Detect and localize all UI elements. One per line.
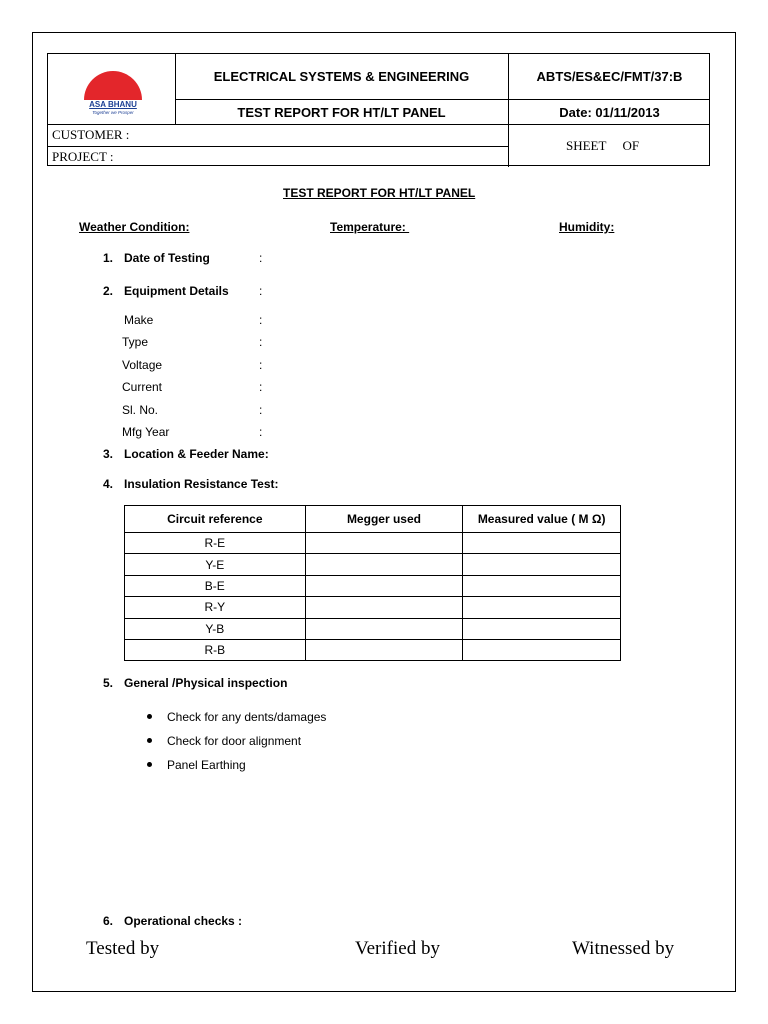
circuit-reference-cell: Y-B: [125, 618, 306, 639]
doc-code: ABTS/ES&EC/FMT/37:B: [536, 69, 683, 84]
equipment-field-type: Type: [122, 335, 149, 349]
company-logo: [78, 68, 148, 118]
header-divider: [48, 124, 710, 125]
section-number: 3.: [103, 447, 114, 461]
measured-value-cell[interactable]: [463, 533, 621, 554]
table-header-row: [125, 506, 621, 533]
circuit-reference-cell: B-E: [125, 575, 306, 596]
table-row: [125, 639, 621, 660]
measured-value-cell[interactable]: [463, 639, 621, 660]
field-colon: :: [259, 403, 263, 417]
table-row: [125, 554, 621, 575]
verified-by-label: Verified by: [355, 938, 440, 959]
sun-logo-icon: [78, 68, 148, 102]
measured-value-cell[interactable]: [463, 575, 621, 596]
megger-used-cell[interactable]: [305, 597, 463, 618]
logo-name: ASA BHANU: [89, 100, 137, 109]
column-header: Circuit reference: [125, 506, 306, 533]
column-header: Measured value ( M Ω): [463, 506, 621, 533]
section-number: 6.: [103, 914, 114, 928]
temperature-label: Temperature:: [330, 220, 410, 234]
table-row: [125, 575, 621, 596]
bullet-icon: [147, 738, 152, 743]
inspection-item-text: Check for any dents/damages: [167, 710, 327, 724]
location-feeder-label: Location & Feeder Name:: [124, 447, 269, 461]
witnessed-by-label: Witnessed by: [572, 938, 675, 959]
insulation-resistance-label: Insulation Resistance Test:: [124, 477, 279, 491]
section-number: 5.: [103, 676, 114, 690]
header-divider: [175, 99, 710, 100]
equipment-field-make: Make: [124, 313, 154, 327]
field-colon: :: [259, 284, 263, 298]
megger-used-cell[interactable]: [305, 554, 463, 575]
field-colon: :: [259, 313, 263, 327]
megger-used-cell[interactable]: [305, 533, 463, 554]
field-colon: :: [259, 335, 263, 349]
column-header: Megger used: [305, 506, 463, 533]
measured-value-cell[interactable]: [463, 618, 621, 639]
section-number: 1.: [103, 251, 114, 265]
field-colon: :: [259, 380, 263, 394]
document-title: TEST REPORT FOR HT/LT PANEL: [283, 186, 476, 200]
table-row: [125, 533, 621, 554]
section-number: 4.: [103, 477, 114, 491]
date-of-testing-label: Date of Testing: [124, 251, 210, 265]
report-date: Date: 01/11/2013: [559, 105, 660, 120]
field-colon: :: [259, 425, 263, 439]
org-title: ELECTRICAL SYSTEMS & ENGINEERING: [213, 69, 470, 84]
field-colon: :: [259, 251, 263, 265]
sheet-label: SHEET OF: [566, 138, 640, 153]
tested-by-label: Tested by: [86, 938, 160, 959]
circuit-reference-cell: R-Y: [125, 597, 306, 618]
equipment-field-serial: Sl. No.: [122, 403, 159, 417]
table-row: [125, 618, 621, 639]
inspection-item-text: Panel Earthing: [167, 758, 246, 772]
megger-used-cell[interactable]: [305, 575, 463, 596]
humidity-label: Humidity:: [559, 220, 615, 234]
section-number: 2.: [103, 284, 114, 298]
circuit-reference-cell: Y-E: [125, 554, 306, 575]
operational-checks-label: Operational checks :: [124, 914, 243, 928]
weather-label: Weather Condition:: [79, 220, 190, 234]
logo-tagline: Together we Prosper: [92, 110, 134, 115]
megger-used-cell[interactable]: [305, 639, 463, 660]
list-item: [147, 758, 246, 772]
customer-label: CUSTOMER :: [52, 127, 130, 142]
equipment-details-label: Equipment Details: [124, 284, 229, 298]
table-row: [125, 597, 621, 618]
field-colon: :: [259, 358, 263, 372]
bullet-icon: [147, 714, 152, 719]
equipment-field-current: Current: [122, 380, 163, 394]
measured-value-cell[interactable]: [463, 597, 621, 618]
list-item: [147, 734, 301, 748]
bullet-icon: [147, 762, 152, 767]
circuit-reference-cell: R-E: [125, 533, 306, 554]
header-block: [47, 53, 710, 166]
equipment-field-voltage: Voltage: [122, 358, 163, 372]
circuit-reference-cell: R-B: [125, 639, 306, 660]
project-label: PROJECT :: [52, 149, 114, 164]
report-title: TEST REPORT FOR HT/LT PANEL: [237, 105, 446, 120]
measured-value-cell[interactable]: [463, 554, 621, 575]
equipment-field-mfg-year: Mfg Year: [122, 425, 170, 439]
megger-used-cell[interactable]: [305, 618, 463, 639]
physical-inspection-label: General /Physical inspection: [124, 676, 288, 690]
insulation-resistance-table: [124, 505, 621, 661]
header-divider: [48, 146, 508, 147]
list-item: [147, 710, 326, 724]
inspection-item-text: Check for door alignment: [167, 734, 302, 748]
